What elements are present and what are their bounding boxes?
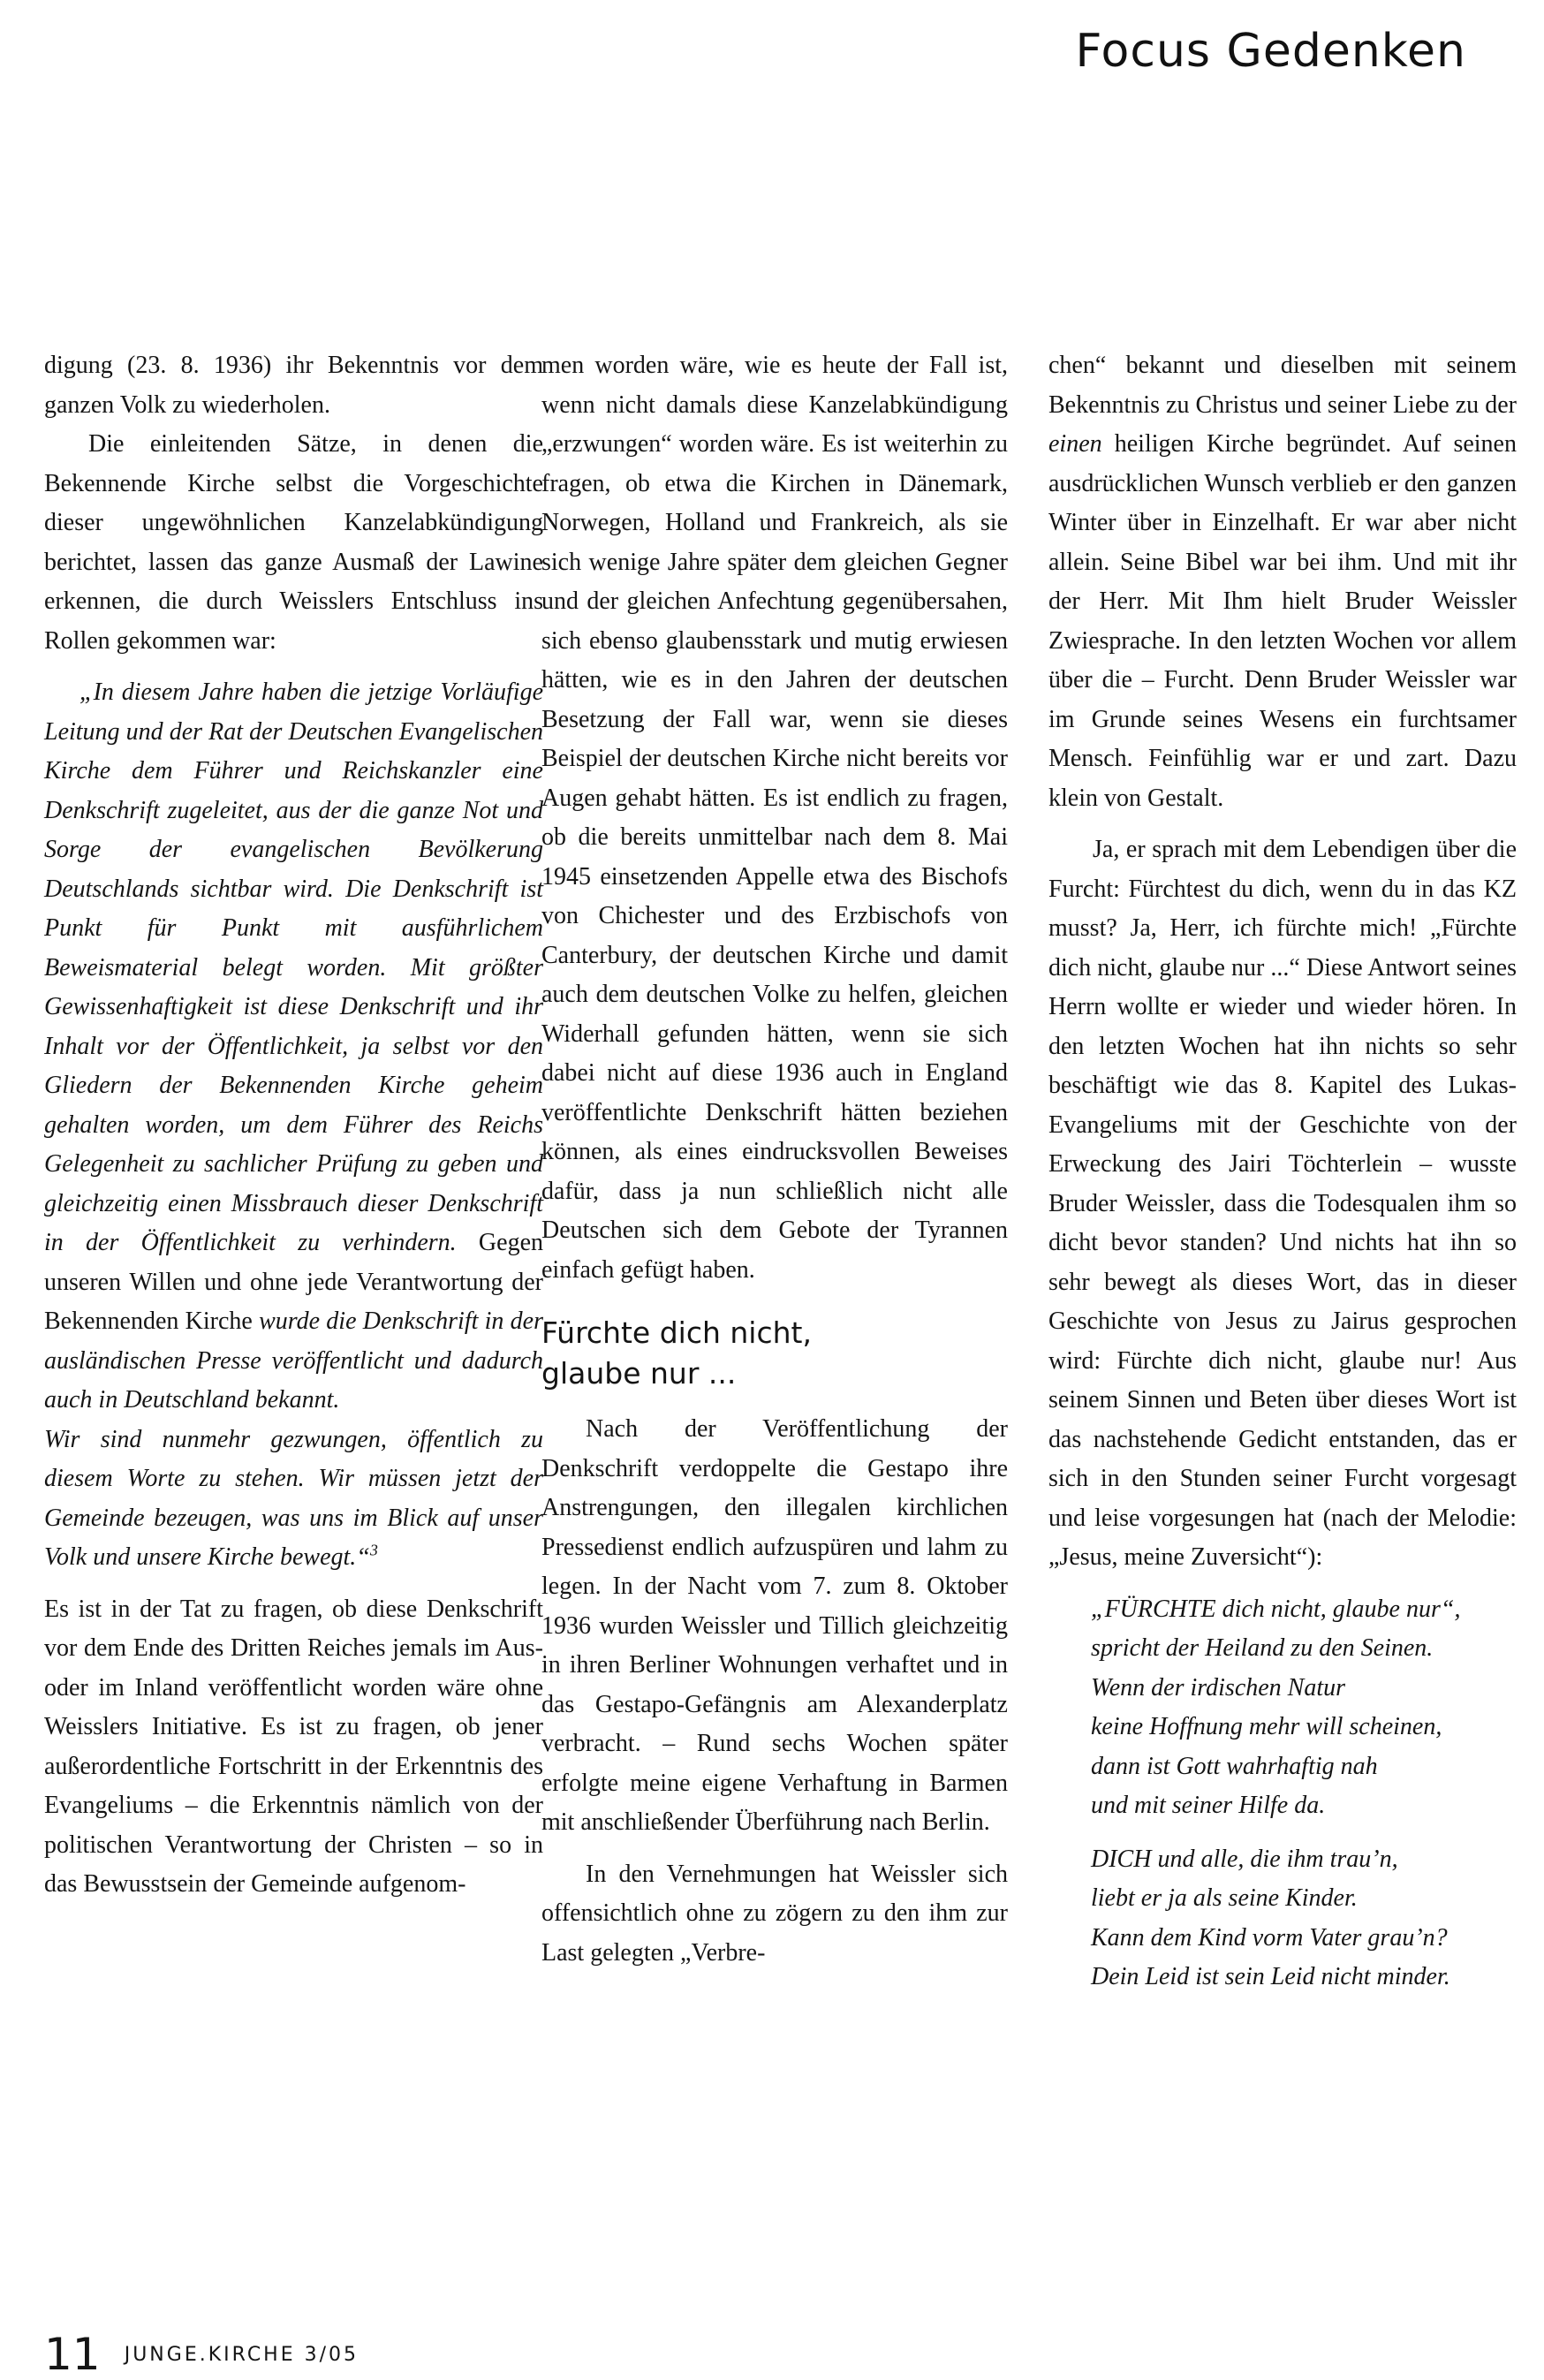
- quote-text: wurde die Denkschrift in der ausländischen Presse veröffentlicht und dadurch auch in Deutschland bekannt.: [44, 1307, 543, 1414]
- page-number: 11: [44, 2329, 101, 2380]
- subheading-line: glaube nur ...: [541, 1356, 737, 1391]
- paragraph: Ja, er sprach mit dem Lebendigen über die Furcht: Fürchtest du dich, wenn du in das KZ musst? Ja, Herr, ich fürchte mich! „Fürchte dich nicht, glaube nur ...“ Diese Antwort seines Herrn wollte er wieder und wieder hören. In den letzten Wochen hat ihn nichts so sehr beschäftigt wie das 8. Kapitel des Lukas-Evangeliums mit der Geschichte von der Erweckung des Jairi Töchterlein – wusste Bruder Weissler, dass die Todesqualen ihm so dicht bevor standen? Und nichts hat ihn so sehr bewegt als dieses Wort, das in dieser Geschichte von Jesus zu Jairus gesprochen wird: Fürchte dich nicht, glaube nur! Aus seinem Sinnen und Beten über dieses Wort ist das nachstehende Gedicht entstanden, das er sich in den Stunden seiner Furcht vorgesagt und leise vorgesungen hat (nach der Melodie: „Jesus, meine Zuversicht“):: [1048, 836, 1517, 1571]
- quote-text: „In diesem Jahre haben die jetzige Vorläufige Leitung und der Rat der Deutschen Evangelischen Kirche dem Führer und Reichskanzler eine Denkschrift zugeleitet, aus der die ganze Not und Sorge der evangelischen Bevölkerung Deutschlands sichtbar wird. Die Denkschrift ist Punkt für Punkt mit ausführlichem Beweismaterial belegt worden. Mit größter Gewissenhaftigkeit ist diese Denkschrift und ihr Inhalt vor der Öffentlichkeit, ja selbst vor den Gliedern der Bekennenden Kirche geheim gehalten worden, um dem Führer des Reichs Gelegenheit zu sachlicher Prüfung zu geben und gleichzeitig einen Missbrauch dieser Denkschrift in der Öffentlichkeit zu verhindern.: [44, 678, 543, 1256]
- text-column-1: [44, 346, 543, 1905]
- page-footer: [44, 2329, 359, 2380]
- paragraph: Die einleitenden Sätze, in denen die Bekennende Kirche selbst die Vorgeschichte dieser ungewöhnlichen Kanzelabkündigung berichtet, lassen das ganze Ausmaß der Lawine erkennen, die durch Weisslers Entschluss ins Rollen gekommen war:: [44, 430, 543, 655]
- quote-roman-text: Gegen unseren Willen und ohne jede Verantwortung der Bekennenden Kirche: [44, 1229, 543, 1335]
- paragraph-text: chen“ bekannt und dieselben mit seinem Bekenntnis zu Christus und seiner Liebe zu der: [1048, 352, 1517, 419]
- subheading-line: Fürchte dich nicht,: [541, 1315, 812, 1350]
- poem-stanza: DICH und alle, die ihm trau’n, liebt er ja als seine Kinder. Kann dem Kind vorm Vater grau’n? Dein Leid ist sein Leid nicht minder.: [1091, 1845, 1450, 1990]
- quote-text: Wir sind nunmehr gezwungen, öffentlich zu diesem Worte zu stehen. Wir müssen jetzt der Gemeinde bezeugen, was uns im Blick auf unser Volk und unsere Kirche bewegt.“: [44, 1425, 543, 1571]
- paragraph: Es ist in der Tat zu fragen, ob diese Denkschrift vor dem Ende des Dritten Reiches jemals im Aus- oder im Inland veröffentlicht worden wäre ohne Weisslers Initiative. Es ist zu fragen, ob jener außerordentliche Fortschritt in der Erkenntnis des Evangeliums – die Erkenntnis nämlich von der politischen Verantwortung der Christen – so in das Bewusstsein der Gemeinde aufgenom-: [44, 1595, 543, 1898]
- block-quote-continued: [44, 1421, 543, 1578]
- footnote-ref: 3: [369, 1541, 378, 1559]
- emphasis: einen: [1048, 430, 1102, 458]
- paragraph: men worden wäre, wie es heute der Fall ist, wenn nicht damals diese Kanzelabkündigung „erzwungen“ worden wäre. Es ist weiterhin zu fragen, ob etwa die Kirchen in Dänemark, Norwegen, Holland und Frankreich, als sie sich wenige Jahre später dem gleichen Gegner und der gleichen Anfechtung gegenübersahen, sich ebenso glaubensstark und mutig erwiesen hätten, wie es in den Jahren der deutschen Besetzung der Fall war, wenn sie dieses Beispiel der deutschen Kirche nicht bereits vor Augen gehabt hätten. Es ist endlich zu fragen, ob die bereits unmittelbar nach dem 8. Mai 1945 einsetzenden Appelle etwa des Bischofs von Chichester und des Erzbischofs von Canterbury, der deutschen Kirche und damit auch dem deutschen Volke zu helfen, gleichen Widerhall gefunden hätten, wenn sie sich dabei nicht auf diese 1936 auch in England veröffentlichte Denkschrift hätten beziehen können, als eines eindrucksvollen Beweises dafür, dass ja nun schließlich nicht alle Deutschen sich dem Gebote der Tyrannen einfach gefügt haben.: [541, 352, 1008, 1284]
- magazine-issue: JUNGE.KIRCHE 3/05: [124, 2343, 360, 2366]
- paragraph: Nach der Veröffentlichung der Denkschrift verdoppelte die Gestapo ihre Anstrengungen, den illegalen kirchlichen Pressedienst endlich aufzuspüren und lahm zu legen. In der Nacht vom 7. zum 8. Oktober 1936 wurden Weissler und Tillich gleichzeitig in ihren Berliner Wohnungen verhaftet und in das Gestapo-Gefängnis am Alexanderplatz verbracht. – Rund sechs Wochen später erfolgte meine eigene Verhaftung in Barmen mit anschließender Überführung nach Berlin.: [541, 1415, 1008, 1836]
- text-column-2: [541, 346, 1008, 1973]
- paragraph-text: heiligen Kirche begründet. Auf seinen ausdrücklichen Wunsch verblieb er den ganzen Winter über in Einzelhaft. Er war aber nicht allein. Seine Bibel war bei ihm. Und mit ihr der Herr. Mit Ihm hielt Bruder Weissler Zwiesprache. In den letzten Wochen vor allem über die – Furcht. Denn Bruder Weissler war im Grunde seines Wesens ein furchtsamer Mensch. Feinfühlig war er und zart. Dazu klein von Gestalt.: [1048, 430, 1517, 812]
- paragraph: In den Vernehmungen hat Weissler sich offensichtlich ohne zu zögern zu den ihm zur Last gelegten „Verbre-: [541, 1860, 1008, 1967]
- paragraph: [1048, 346, 1517, 818]
- text-column-3: [1048, 346, 1517, 1997]
- section-header: Focus Gedenken: [1075, 25, 1466, 78]
- block-quote: [44, 673, 543, 1421]
- subheading: [541, 1313, 1008, 1394]
- poem-stanza: „FÜRCHTE dich nicht, glaube nur“, spricht der Heiland zu den Seinen. Wenn der irdischen Natur keine Hoffnung mehr will scheinen, dann ist Gott wahrhaftig nah und mit seiner Hilfe da.: [1091, 1595, 1461, 1819]
- paragraph: digung (23. 8. 1936) ihr Bekenntnis vor dem ganzen Volk zu wiederholen.: [44, 352, 543, 419]
